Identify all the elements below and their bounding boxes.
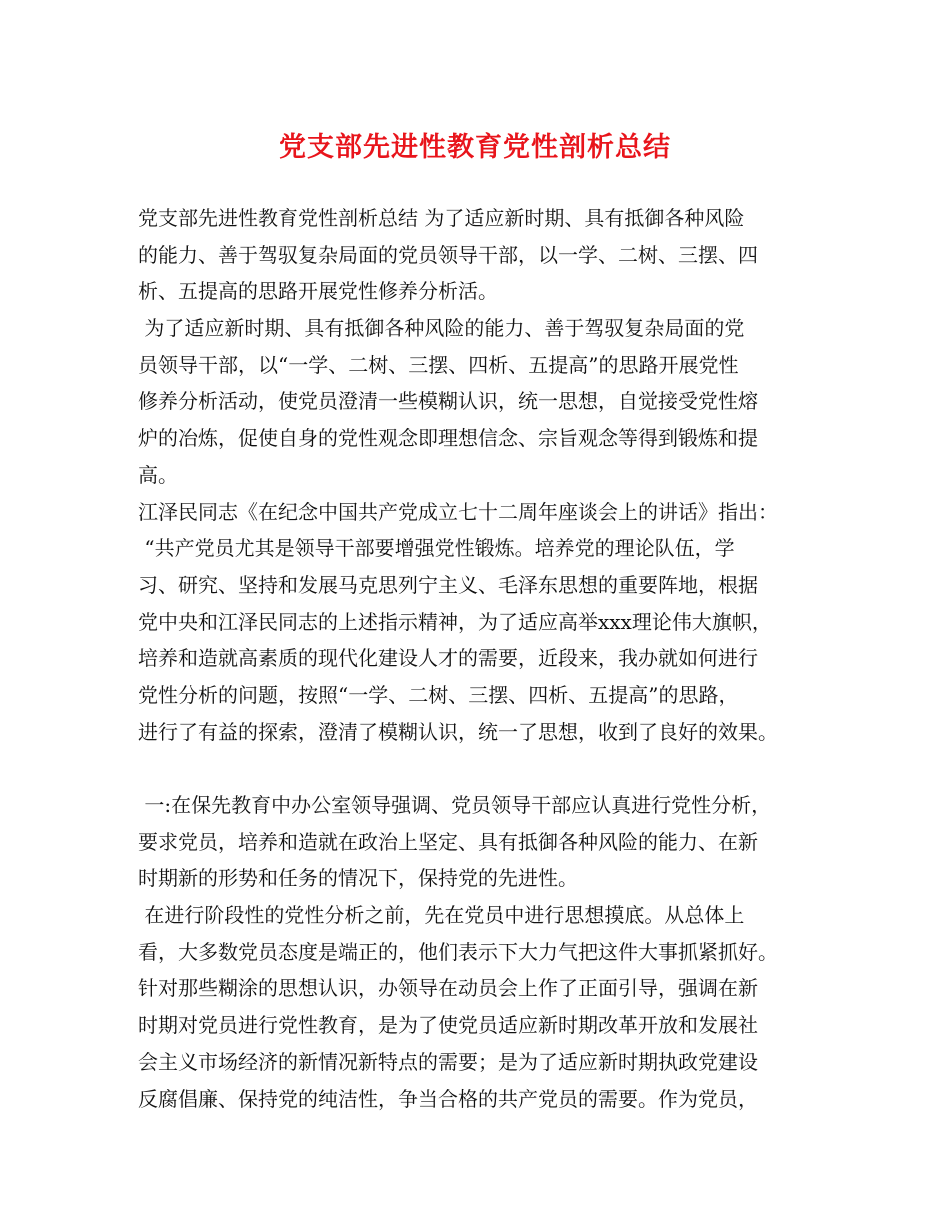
body-text-line: 时期对党员进行党性教育，是为了使党员适应新时期改革开放和发展社 xyxy=(138,1013,758,1038)
body-text-line: 习、研究、坚持和发展马克思列宁主义、毛泽东思想的重要阵地，根据 xyxy=(138,572,758,597)
body-text-line: 针对那些糊涂的思想认识，办领导在动员会上作了正面引导，强调在新 xyxy=(138,976,758,1001)
body-text-line: “共产党员尤其是领导干部要增强党性锻炼。培养党的理论队伍，学 xyxy=(138,536,735,561)
body-section-2 xyxy=(138,787,828,1117)
body-text-line: 党性分析的问题，按照“一学、二树、三摆、四析、五提高”的思路， xyxy=(138,682,739,707)
body-text-line: 培养和造就高素质的现代化建设人才的需要，近段来，我办就如何进行 xyxy=(138,646,758,671)
body-text-line: 江泽民同志《在纪念中国共产党成立七十二周年座谈会上的讲话》指出： xyxy=(138,499,778,524)
body-text-line: 在进行阶段性的党性分析之前，先在党员中进行思想摸底。从总体上 xyxy=(138,903,745,928)
body-text-line: 会主义市场经济的新情况新特点的需要；是为了适应新时期执政党建设 xyxy=(138,1049,758,1074)
body-text-line: 一:在保先教育中办公室领导强调、党员领导干部应认真进行党性分析， xyxy=(138,793,772,817)
body-section-1 xyxy=(138,200,828,750)
body-text-line: 反腐倡廉、保持党的纯洁性，争当合格的共产党员的需要。作为党员， xyxy=(138,1086,758,1111)
document-title: 党支部先进性教育党性剖析总结 xyxy=(279,132,671,163)
body-text-line: 的能力、善于驾驭复杂局面的党员领导干部，以一学、二树、三摆、四 xyxy=(138,242,758,267)
body-text-line: 炉的冶炼，促使自身的党性观念即理想信念、宗旨观念等得到锻炼和提 xyxy=(138,426,758,451)
document-body xyxy=(138,200,828,1117)
body-text-line: 时期新的形势和任务的情况下，保持党的先进性。 xyxy=(138,866,578,891)
body-text-line: 修养分析活动，使党员澄清一些模糊认识，统一思想，自觉接受党性熔 xyxy=(138,389,758,414)
body-text-line: 员领导干部，以“一学、二树、三摆、四析、五提高”的思路开展党性 xyxy=(138,352,739,377)
body-text-line: 高。 xyxy=(138,462,178,487)
body-text-line: 党中央和江泽民同志的上述指示精神，为了适应高举xxx理论伟大旗帜， xyxy=(138,609,772,634)
body-text-line: 要求党员，培养和造就在政治上坚定、具有抵御各种风险的能力、在新 xyxy=(138,829,758,854)
body-text-line: 看，大多数党员态度是端正的，他们表示下大力气把这件大事抓紧抓好。 xyxy=(138,939,778,964)
paragraph-gap xyxy=(138,750,828,787)
body-text-line: 党支部先进性教育党性剖析总结 为了适应新时期、具有抵御各种风险 xyxy=(138,206,745,230)
body-text-line: 为了适应新时期、具有抵御各种风险的能力、善于驾驭复杂局面的党 xyxy=(138,316,745,341)
body-text-line: 析、五提高的思路开展党性修养分析活。 xyxy=(138,279,498,304)
body-text-line: 进行了有益的探索，澄清了模糊认识，统一了思想，收到了良好的效果。 xyxy=(138,719,778,744)
